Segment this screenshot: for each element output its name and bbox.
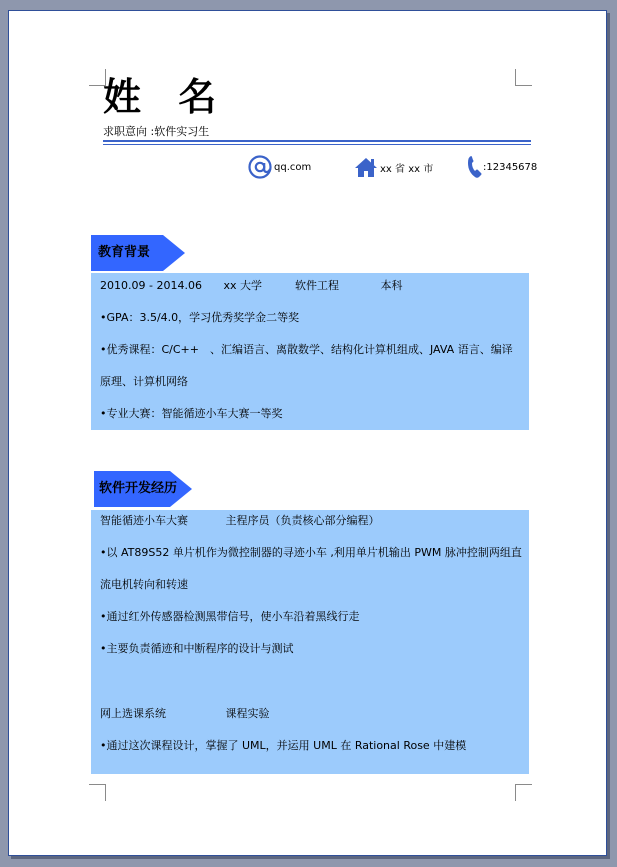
experience-title: 软件开发经历: [99, 481, 178, 496]
education-contest: •专业大赛：智能循迹小车大赛一等奖: [100, 407, 283, 420]
resume-page: [8, 10, 607, 856]
crop-mark-bottom-right: [515, 784, 532, 801]
contact-phone: [467, 153, 537, 181]
education-degree: 本科: [380, 279, 403, 292]
address-text: xx 省 xx 市: [380, 163, 434, 175]
phone-text: :12345678: [483, 161, 538, 173]
project1-detail-3: •通过红外传感器检测黑带信号，使小车沿着黑线行走: [100, 610, 360, 623]
contact-email: [247, 153, 311, 181]
education-gpa: •GPA：3.5/4.0，学习优秀奖学金二等奖: [100, 311, 300, 324]
project1-detail-4: •主要负责循迹和中断程序的设计与测试: [100, 642, 294, 655]
header-rule-thin: [103, 144, 531, 145]
at-icon: [247, 154, 273, 180]
project1-summary-row: [100, 513, 380, 529]
header-rule-thick: [103, 140, 531, 142]
education-courses-line2: 原理、计算机网络: [100, 375, 188, 388]
crop-mark-bottom-left: [89, 784, 106, 801]
experience-box: [91, 510, 529, 774]
education-period: 2010.09 - 2014.06: [100, 279, 202, 292]
crop-mark-top-right: [515, 69, 532, 86]
contact-address: [354, 153, 433, 181]
education-courses-line1: •优秀课程：C/C++ 、汇编语言、离散数学、结构化计算机组成、JAVA 语言、编译: [100, 343, 513, 356]
education-title: 教育背景: [98, 245, 151, 260]
experience-tag: [94, 471, 194, 507]
email-text: qq.com: [274, 161, 312, 173]
education-tag: [91, 235, 187, 271]
home-icon: [354, 156, 378, 178]
project2-name: 网上选课系统: [100, 707, 166, 720]
project1-detail-2: 流电机转向和转速: [100, 578, 188, 591]
education-summary-row: [100, 278, 403, 294]
job-intent: 求职意向 :软件实习生: [103, 125, 210, 138]
project1-role: 主程序员（负责核心部分编程）: [225, 514, 380, 527]
project2-role: 课程实验: [225, 707, 270, 720]
project2-detail-1: •通过这次课程设计，掌握了 UML，并运用 UML 在 Rational Rose 中建模: [100, 739, 467, 752]
phone-icon: [467, 155, 483, 179]
project2-summary-row: [100, 706, 270, 722]
education-school: xx 大学: [223, 279, 263, 292]
education-box: [91, 273, 529, 430]
education-major: 软件工程: [295, 279, 339, 292]
candidate-name: 姓 名: [103, 75, 229, 119]
project1-detail-1: •以 AT89S52 单片机作为微控制器的寻迹小车 ,利用单片机输出 PWM 脉冲控制两组直: [100, 546, 522, 559]
project1-name: 智能循迹小车大赛: [100, 514, 188, 527]
